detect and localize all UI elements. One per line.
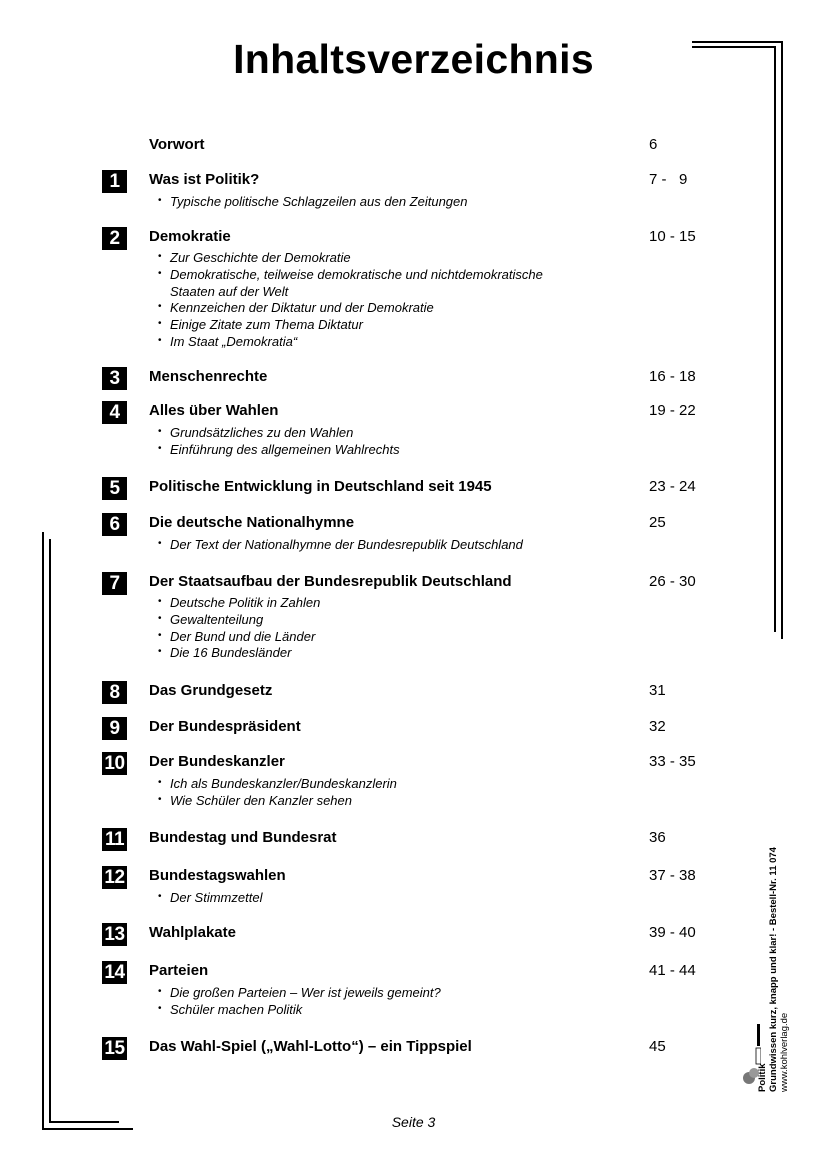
page-number: Seite 3 xyxy=(391,1114,436,1130)
chapter-number-badge: 15 xyxy=(102,1037,127,1060)
chapter-number-badge: 2 xyxy=(102,227,127,250)
toc-subentry: • Zur Geschichte der Demokratie xyxy=(170,250,351,265)
toc-entry-pages: 31 xyxy=(649,682,666,699)
toc-entry-title: Politische Entwicklung in Deutschland seit 1945 xyxy=(149,478,492,495)
toc-subentry: • Schüler machen Politik xyxy=(170,1002,302,1017)
toc-entry-pages: 10 - 15 xyxy=(649,228,696,245)
chapter-number-badge: 14 xyxy=(102,961,127,984)
toc-subentry: • Der Stimmzettel xyxy=(170,890,262,905)
toc-subentry: • Die 16 Bundesländer xyxy=(170,645,291,660)
toc-entry-title: Der Bundespräsident xyxy=(149,718,301,735)
toc-entry-pages: 32 xyxy=(649,718,666,735)
toc-entry-title: Der Staatsaufbau der Bundesrepublik Deutschland xyxy=(149,573,512,590)
toc-entry-pages: 41 - 44 xyxy=(649,962,696,979)
toc-entry-title: Was ist Politik? xyxy=(149,171,260,188)
toc-entry-pages: 45 xyxy=(649,1038,666,1055)
side-website: www.kohlverlag.de xyxy=(779,1012,790,1092)
toc-subentry: • Wie Schüler den Kanzler sehen xyxy=(170,793,352,808)
toc-subentry: • Kennzeichen der Diktatur und der Demokratie xyxy=(170,300,434,315)
toc-subentry: • Grundsätzliches zu den Wahlen xyxy=(170,425,353,440)
frame-left-line-1 xyxy=(42,532,44,1130)
toc-entry-pages: 33 - 35 xyxy=(649,753,696,770)
toc-subentry: • Typische politische Schlagzeilen aus den Zeitungen xyxy=(170,194,468,209)
frame-top-line-2 xyxy=(692,46,776,48)
toc-entry-title: Das Wahl-Spiel („Wahl-Lotto“) – ein Tippspiel xyxy=(149,1038,472,1055)
side-imprint xyxy=(757,847,790,1092)
side-subject: Politik xyxy=(757,1063,768,1092)
toc-subentry: • Der Text der Nationalhymne der Bundesrepublik Deutschland xyxy=(170,537,523,552)
toc-entry-title: Bundestagswahlen xyxy=(149,867,286,884)
toc-entry-pages: 19 - 22 xyxy=(649,402,696,419)
toc-entry-title: Vorwort xyxy=(149,136,205,153)
toc-subentry: • Deutsche Politik in Zahlen xyxy=(170,595,320,610)
toc-entry-title: Die deutsche Nationalhymne xyxy=(149,514,355,531)
chapter-number-badge: 8 xyxy=(102,681,127,704)
toc-subentry: • Gewaltenteilung xyxy=(170,612,263,627)
toc-entry-title: Wahlplakate xyxy=(149,924,236,941)
frame-right-line-1 xyxy=(781,41,783,639)
toc-subentry: • Der Bund und die Länder xyxy=(170,629,315,644)
toc-subentry: • Die großen Parteien – Wer ist jeweils gemeint? xyxy=(170,985,441,1000)
chapter-number-badge: 4 xyxy=(102,401,127,424)
chapter-number-badge: 5 xyxy=(102,477,127,500)
chapter-number-badge: 3 xyxy=(102,367,127,390)
toc-subentry-continuation: Staaten auf der Welt xyxy=(170,284,289,299)
toc-subentry: • Einige Zitate zum Thema Diktatur xyxy=(170,317,363,332)
chapter-number-badge: 7 xyxy=(102,572,127,595)
frame-left-line-2 xyxy=(49,539,51,1123)
toc-entry-pages: 37 - 38 xyxy=(649,867,696,884)
toc-entry-pages: 26 - 30 xyxy=(649,573,696,590)
frame-right-line-2 xyxy=(774,46,776,632)
toc-entry-title: Parteien xyxy=(149,962,209,979)
toc-entry-title: Menschenrechte xyxy=(149,368,268,385)
toc-entry-title: Das Grundgesetz xyxy=(149,682,273,699)
toc-entry-title: Demokratie xyxy=(149,228,231,245)
frame-top-line-1 xyxy=(692,41,783,43)
toc-subentry: • Ich als Bundeskanzler/Bundeskanzlerin xyxy=(170,776,397,791)
chapter-number-badge: 6 xyxy=(102,513,127,536)
chapter-number-badge: 12 xyxy=(102,866,127,889)
toc-entry-pages: 36 xyxy=(649,829,666,846)
toc-entry-pages: 6 xyxy=(649,136,658,153)
toc-subentry: • Im Staat „Demokratia“ xyxy=(170,334,297,349)
chapter-number-badge: 9 xyxy=(102,717,127,740)
chapter-number-badge: 13 xyxy=(102,923,127,946)
toc-entry-pages: 16 - 18 xyxy=(649,368,696,385)
chapter-number-badge: 10 xyxy=(102,752,127,775)
toc-entry-title: Bundestag und Bundesrat xyxy=(149,829,337,846)
chapter-number-badge: 11 xyxy=(102,828,127,851)
page-title: Inhaltsverzeichnis xyxy=(233,36,594,82)
chapter-number-badge: 1 xyxy=(102,170,127,193)
side-book-title: Grundwissen kurz, knapp und klar! - Bestell-Nr. 11 074 xyxy=(768,847,779,1092)
toc-entry-pages: 23 - 24 xyxy=(649,478,696,495)
toc-entry-pages: 7 - 9 xyxy=(649,171,688,188)
toc-entry-pages: 39 - 40 xyxy=(649,924,696,941)
toc-entry-title: Alles über Wahlen xyxy=(149,402,279,419)
toc-subentry: • Demokratische, teilweise demokratische und nichtdemokratische xyxy=(170,267,543,282)
toc-subentry: • Einführung des allgemeinen Wahlrechts xyxy=(170,442,400,457)
toc-entry-pages: 25 xyxy=(649,514,666,531)
toc-entry-title: Der Bundeskanzler xyxy=(149,753,285,770)
